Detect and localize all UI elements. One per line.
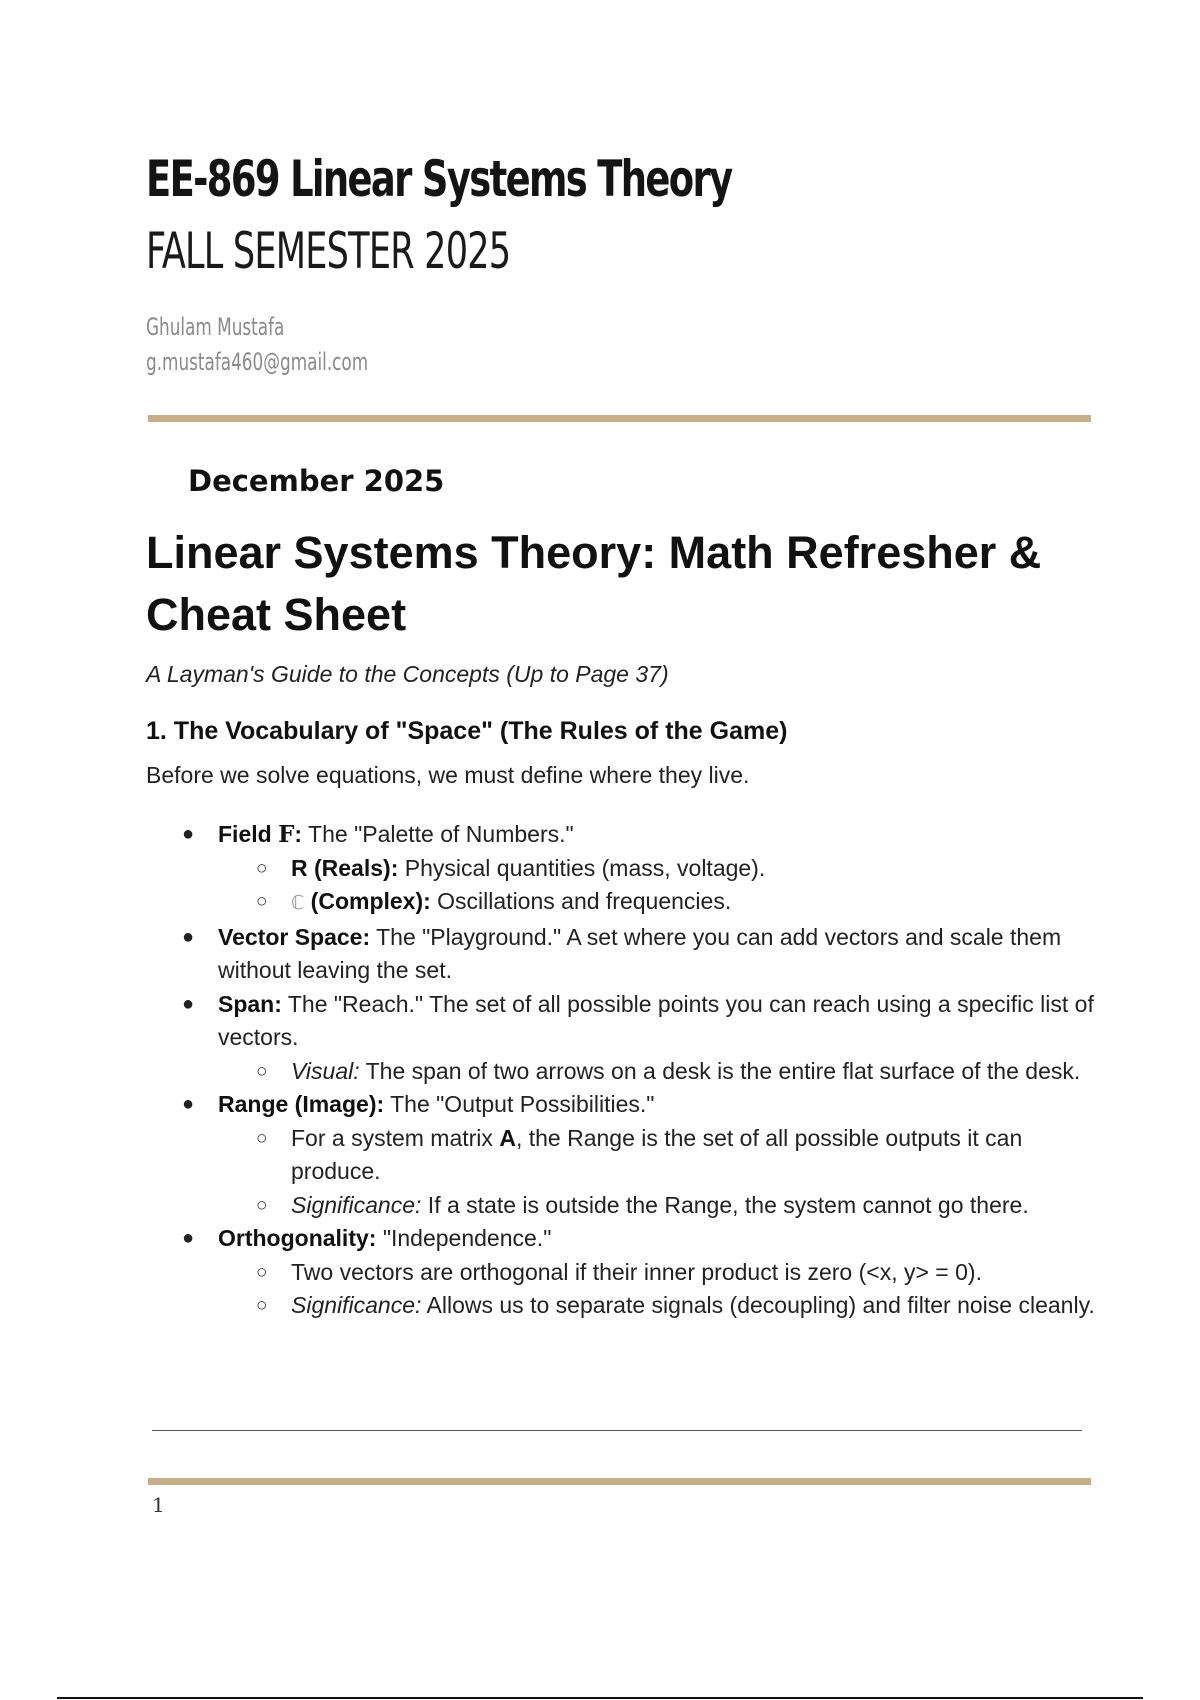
range-def-pre: For a system matrix: [291, 1124, 500, 1151]
hollow-bullet-icon: ○: [256, 1295, 268, 1316]
sub-item-span-visual: [146, 1055, 1106, 1089]
field-symbol: F: [278, 821, 295, 848]
span-visual-text: The span of two arrows on a desk is the entire flat surface of the desk.: [359, 1057, 1081, 1084]
list-item-field: [146, 818, 1106, 852]
term-reals: R (Reals):: [291, 854, 399, 881]
span-description: The "Reach." The set of all possible points you can reach using a specific list of vectors.: [218, 990, 1094, 1050]
author-name: Ghulam Mustafa: [146, 313, 285, 341]
header-divider: [148, 415, 1091, 422]
term-range: Range (Image):: [218, 1091, 385, 1117]
list-item-orthogonality: [146, 1222, 1106, 1256]
footer-divider: [148, 1478, 1091, 1485]
document-subtitle: A Layman's Guide to the Concepts (Up to Page 37): [146, 661, 669, 687]
term-field: Field: [218, 821, 272, 847]
list-item-span: [146, 988, 1106, 1055]
complex-description: Oscillations and frequencies.: [430, 888, 732, 914]
hollow-bullet-icon: ○: [256, 857, 268, 879]
range-description: The "Output Possibilities.": [384, 1091, 655, 1117]
bullet-icon: ●: [182, 1227, 195, 1249]
concept-list: [146, 818, 1106, 1323]
hollow-bullet-icon: ○: [256, 1261, 268, 1283]
term-orthogonality: Orthogonality:: [218, 1225, 377, 1251]
section-end-divider: [152, 1430, 1082, 1431]
document-title: Linear Systems Theory: Math Refresher & Cheat Sheet: [146, 527, 1042, 640]
term-complex: (Complex):: [304, 888, 431, 914]
complex-symbol: ℂ: [291, 892, 305, 914]
reals-description: Physical quantities (mass, voltage).: [398, 854, 766, 881]
semester-label: FALL SEMESTER 2025: [146, 222, 511, 280]
term-vector-space: Vector Space:: [218, 923, 371, 950]
document-date: December 2025: [188, 464, 445, 498]
label-visual: Visual:: [291, 1057, 360, 1084]
hollow-bullet-icon: ○: [256, 891, 268, 912]
page-bottom-edge: [57, 1697, 1143, 1699]
hollow-bullet-icon: ○: [256, 1060, 268, 1082]
label-significance: Significance:: [291, 1292, 422, 1318]
sub-item-reals: [146, 852, 1106, 886]
list-item-vector-space: [146, 921, 1106, 988]
section-heading: 1. The Vocabulary of "Space" (The Rules of the Game): [146, 717, 788, 745]
list-item-range: [146, 1088, 1106, 1122]
hollow-bullet-icon: ○: [256, 1194, 268, 1216]
hollow-bullet-icon: ○: [256, 1127, 268, 1149]
sub-item-orthogonality-significance: [146, 1289, 1106, 1323]
orthogonality-def-text: Two vectors are orthogonal if their inner product is zero (<x, y> = 0).: [291, 1258, 982, 1285]
bullet-icon: ●: [182, 992, 195, 1015]
orthogonality-significance-text: Allows us to separate signals (decoupling) and filter noise cleanly.: [421, 1292, 1095, 1318]
orthogonality-description: "Independence.": [376, 1225, 552, 1251]
sub-item-range-definition: [146, 1122, 1106, 1189]
section-intro: Before we solve equations, we must define where they live.: [146, 762, 750, 788]
sub-item-range-significance: [146, 1189, 1106, 1223]
field-description: The "Palette of Numbers.": [302, 821, 574, 847]
range-significance-text: If a state is outside the Range, the system cannot go there.: [421, 1191, 1029, 1218]
course-title: EE-869 Linear Systems Theory: [146, 150, 732, 208]
bullet-icon: ●: [182, 1093, 195, 1115]
page-number: 1: [152, 1493, 165, 1517]
term-span: Span:: [218, 990, 282, 1017]
label-significance: Significance:: [291, 1191, 422, 1218]
matrix-symbol: A: [499, 1124, 516, 1151]
sub-item-orthogonality-definition: [146, 1256, 1106, 1290]
author-email: g.mustafa460@gmail.com: [146, 348, 369, 376]
sub-item-complex: [146, 885, 1106, 921]
bullet-icon: ●: [182, 823, 195, 845]
vector-space-description: The "Playground." A set where you can add vectors and scale them without leaving the set.: [218, 923, 1062, 983]
bullet-icon: ●: [182, 925, 195, 948]
term-colon: :: [294, 821, 303, 847]
range-def-text: , the Range is the set of all possible outputs it can produce.: [291, 1124, 1023, 1184]
